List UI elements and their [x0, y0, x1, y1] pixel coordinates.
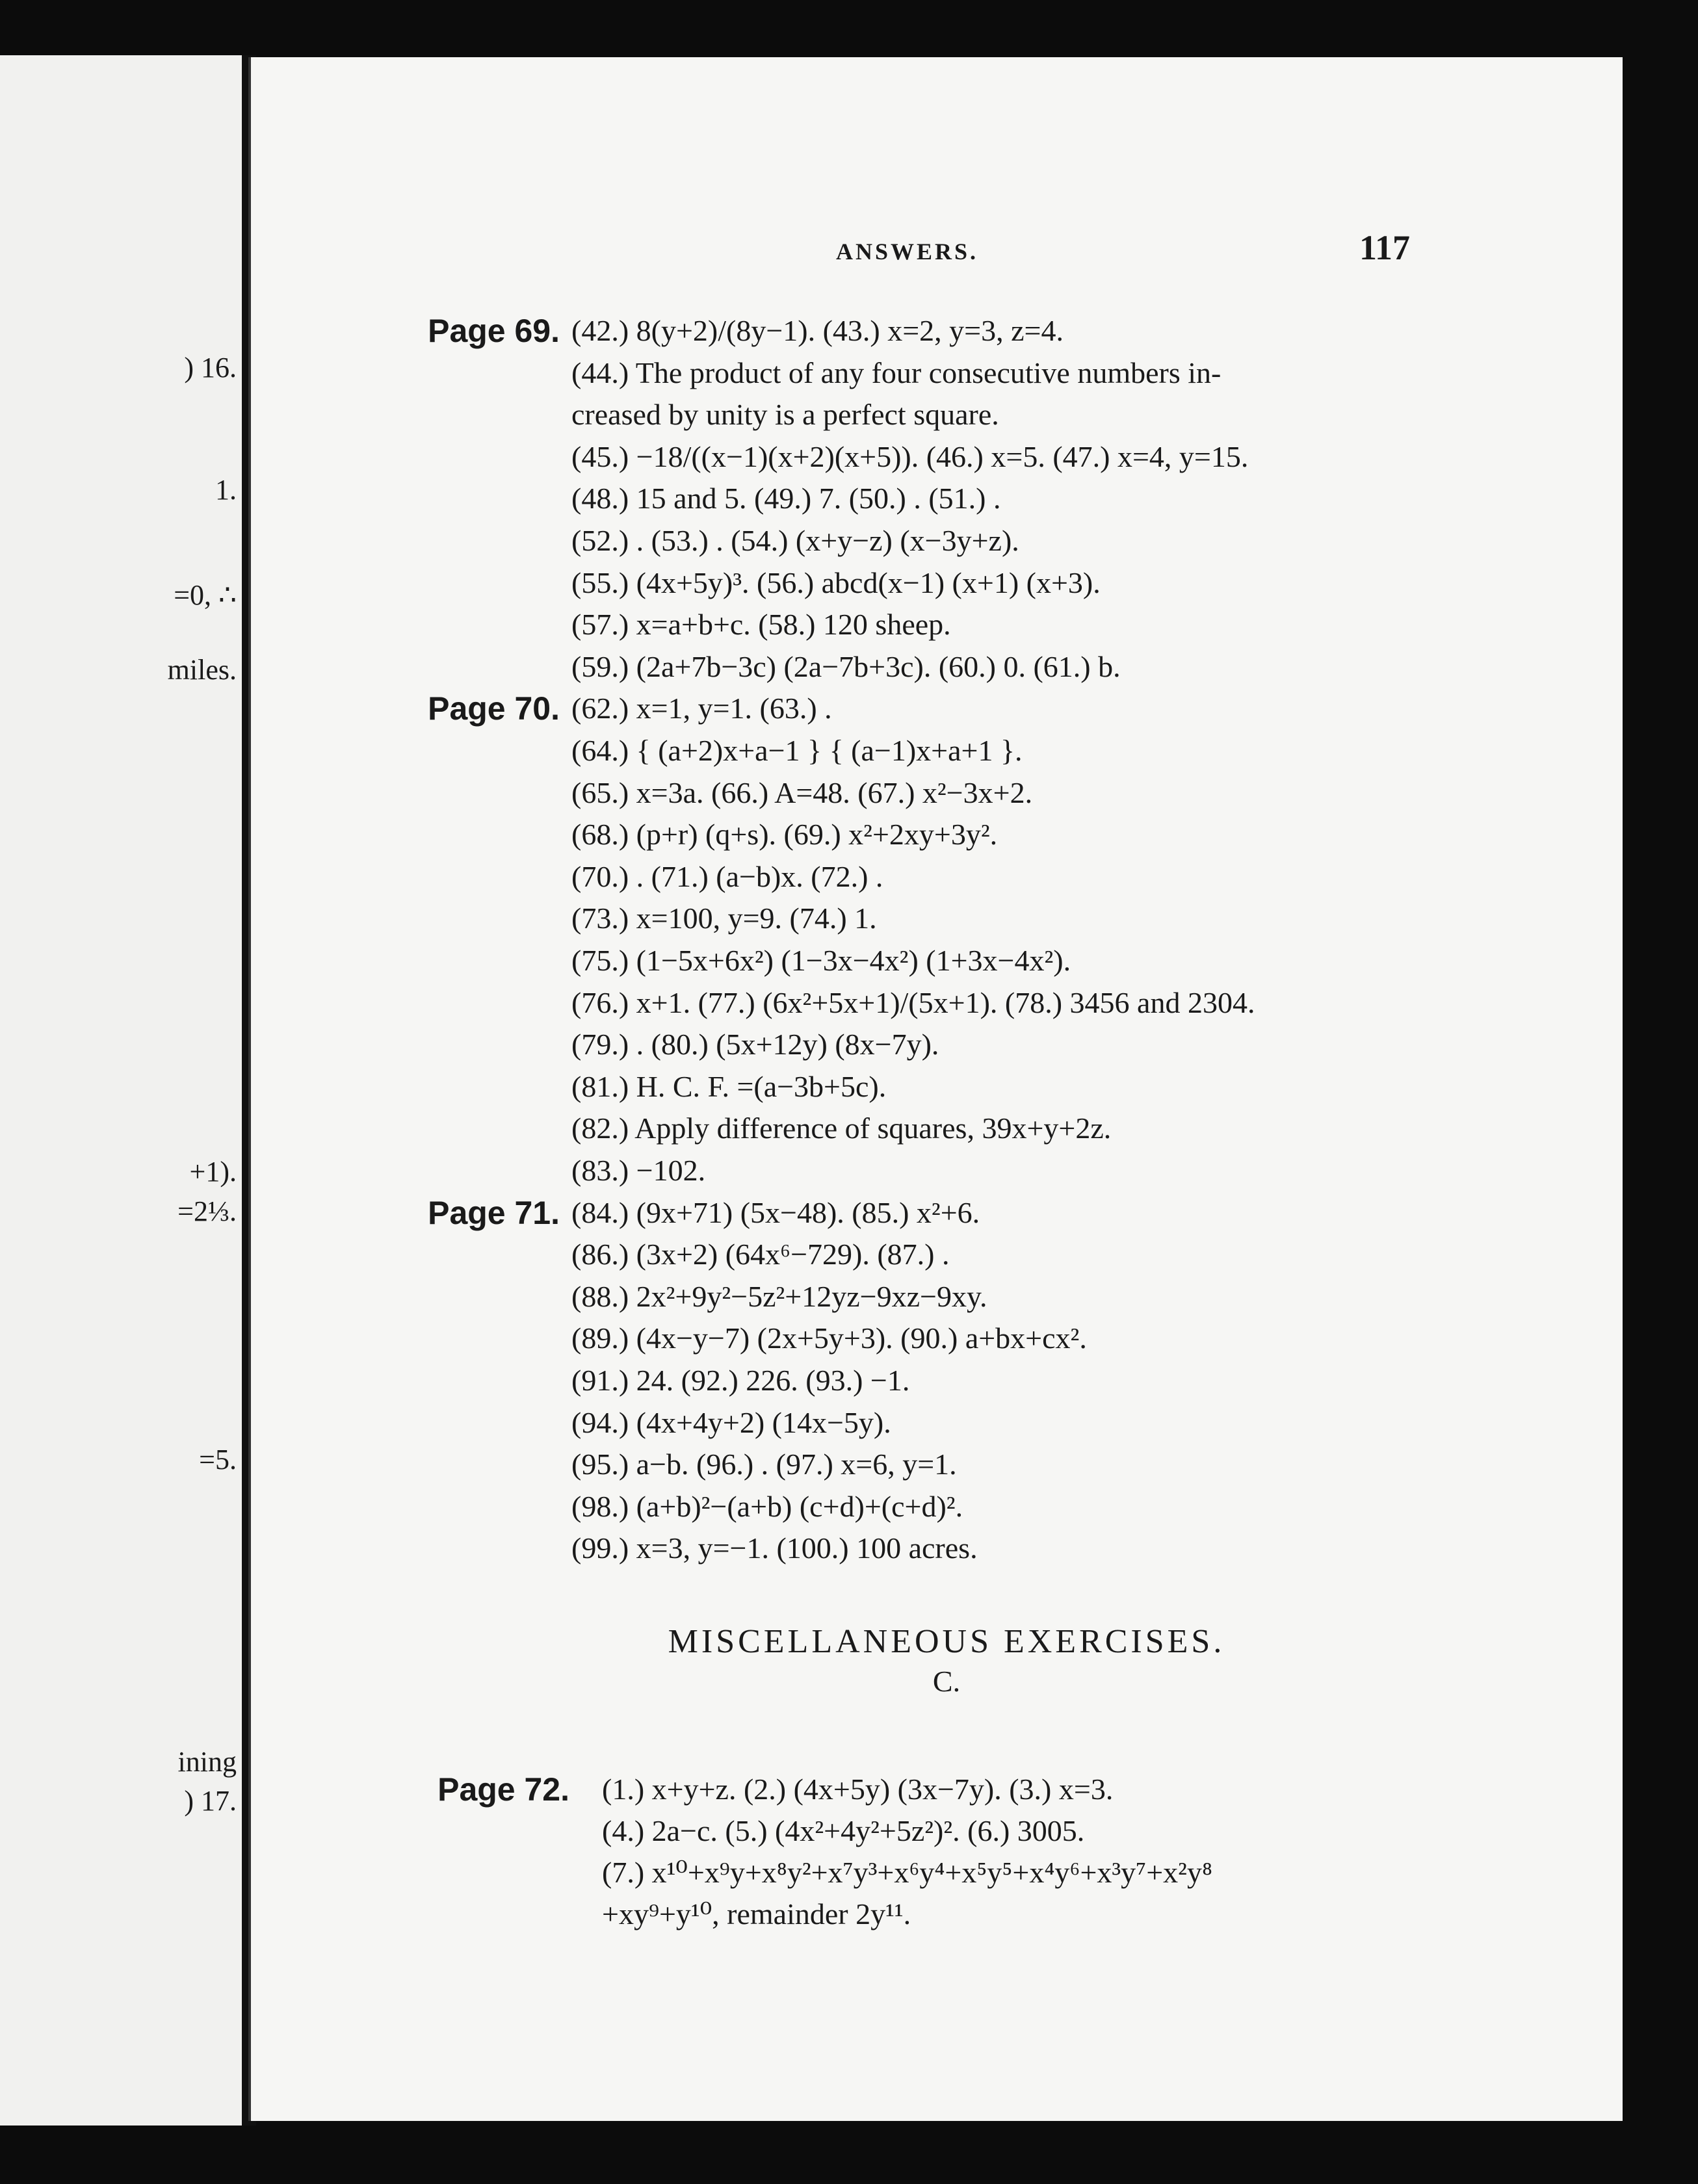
- page-label: Page 72.: [438, 1771, 569, 1808]
- left-fragment: =5.: [199, 1444, 237, 1476]
- answer-line: (83.) −102.: [571, 1154, 706, 1187]
- answer-line: (98.) (a+b)²−(a+b) (c+d)+(c+d)².: [571, 1489, 963, 1523]
- answer-line: (81.) H. C. F. =(a−3b+5c).: [571, 1069, 887, 1103]
- answer-line: (4.) 2a−c. (5.) (4x²+4y²+5z²)². (6.) 3005.: [602, 1814, 1085, 1847]
- answer-line: (57.) x=a+b+c. (58.) 120 sheep.: [571, 608, 951, 642]
- section-title: MISCELLANEOUS EXERCISES.: [668, 1623, 1225, 1660]
- answer-line: (99.) x=3, y=−1. (100.) 100 acres.: [571, 1531, 978, 1565]
- left-fragment: 1.: [215, 474, 237, 506]
- answer-line: (7.) x¹⁰+x⁹y+x⁸y²+x⁷y³+x⁶y⁴+x⁵y⁵+x⁴y⁶+x³y⁷+x²y⁸: [602, 1856, 1212, 1889]
- page-number: 117: [1359, 228, 1411, 267]
- answer-line: (76.) x+1. (77.) (6x²+5x+1)/(5x+1). (78.) 3456 and 2304.: [571, 985, 1255, 1019]
- answer-line: (48.) 15 and 5. (49.) 7. (50.) . (51.) .: [571, 482, 1001, 515]
- answer-line: (45.) −18/((x−1)(x+2)(x+5)). (46.) x=5. (47.) x=4, y=15.: [571, 439, 1249, 473]
- answer-line: (82.) Apply difference of squares, 39x+y+2z.: [571, 1112, 1112, 1145]
- page-label: Page 69.: [428, 313, 560, 349]
- answer-line: (91.) 24. (92.) 226. (93.) −1.: [571, 1364, 910, 1397]
- left-fragment: ining: [177, 1746, 237, 1778]
- section-subtitle: C.: [932, 1665, 961, 1698]
- answer-line: (65.) x=3a. (66.) A=48. (67.) x²−3x+2.: [571, 775, 1033, 809]
- answer-line: (95.) a−b. (96.) . (97.) x=6, y=1.: [571, 1448, 957, 1481]
- left-fragment: =0, ∴: [174, 579, 237, 611]
- page-label: Page 70.: [428, 690, 560, 727]
- answer-line: (64.) { (a+2)x+a−1 } { (a−1)x+a+1 }.: [571, 734, 1023, 767]
- answer-line: (86.) (3x+2) (64x⁶−729). (87.) .: [571, 1238, 950, 1271]
- answer-line: +xy⁹+y¹⁰, remainder 2y¹¹.: [602, 1897, 911, 1930]
- left-page-edge: [0, 55, 242, 2126]
- left-fragment: =2⅓.: [177, 1195, 237, 1227]
- answer-line: (94.) (4x+4y+2) (14x−5y).: [571, 1405, 891, 1439]
- page-label: Page 71.: [428, 1194, 560, 1231]
- left-fragment: ) 16.: [184, 352, 237, 384]
- answer-line: (62.) x=1, y=1. (63.) .: [571, 692, 832, 725]
- answer-line: (55.) (4x+5y)³. (56.) abcd(x−1) (x+1) (x+3).: [571, 566, 1101, 599]
- left-fragment: +1).: [189, 1156, 237, 1188]
- answer-line: (70.) . (71.) (a−b)x. (72.) .: [571, 859, 883, 893]
- answers-page: [248, 57, 1623, 2121]
- answer-line: (52.) . (53.) . (54.) (x+y−z) (x−3y+z).: [571, 524, 1019, 557]
- answer-line: (44.) The product of any four consecutive numbers in-: [571, 356, 1221, 389]
- left-fragment: miles.: [167, 654, 237, 686]
- answer-line: (79.) . (80.) (5x+12y) (8x−7y).: [571, 1028, 939, 1061]
- left-fragment: ) 17.: [184, 1785, 237, 1817]
- answer-line: (89.) (4x−y−7) (2x+5y+3). (90.) a+bx+cx².: [571, 1321, 1087, 1355]
- answer-line: (1.) x+y+z. (2.) (4x+5y) (3x−7y). (3.) x=3.: [602, 1773, 1114, 1806]
- answer-line: (88.) 2x²+9y²−5z²+12yz−9xz−9xy.: [571, 1279, 987, 1313]
- answer-line: creased by unity is a perfect square.: [571, 398, 999, 432]
- answer-line: (75.) (1−5x+6x²) (1−3x−4x²) (1+3x−4x²).: [571, 944, 1071, 977]
- answer-line: (42.) 8(y+2)/(8y−1). (43.) x=2, y=3, z=4.: [571, 314, 1064, 347]
- answer-line: (59.) (2a+7b−3c) (2a−7b+3c). (60.) 0. (61.) b.: [571, 649, 1121, 683]
- answer-line: (68.) (p+r) (q+s). (69.) x²+2xy+3y².: [571, 818, 998, 852]
- running-head: ANSWERS.: [836, 239, 979, 265]
- answer-line: (73.) x=100, y=9. (74.) 1.: [571, 902, 877, 935]
- answer-line: (84.) (9x+71) (5x−48). (85.) x²+6.: [571, 1195, 980, 1229]
